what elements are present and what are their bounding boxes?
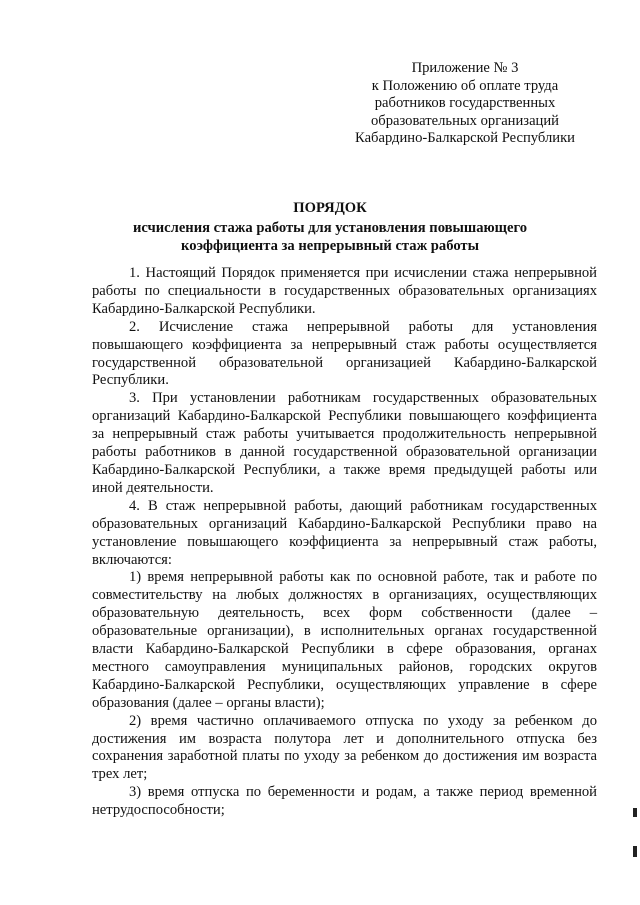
subitem-3: 3) время отпуска по беременности и родам, а также период временной нетрудоспособности; — [92, 784, 597, 819]
paragraph-3: 3. При установлении работникам государственных образовательных организаций Кабардино-Балкарской Республики повышающего коэффициента за непрерывный стаж работы учитывается продолжительность непрерывной работы работников в данной государственной образовательной организации Кабардино-Балкарской Республики, а также время предыдущей работы или иной деятельности. — [92, 390, 597, 496]
appendix-number: Приложение № 3 — [411, 60, 519, 76]
appendix-line-organizations: образовательных организаций — [371, 112, 559, 129]
paragraph-2: 2. Исчисление стажа непрерывной работы для установления повышающего коэффициента за непрерывный стаж работы осуществляется государственной образовательной организацией Кабардино-Балкарской Республики. — [92, 318, 597, 389]
title-main: ПОРЯДОК — [293, 200, 367, 216]
document-title — [60, 199, 600, 255]
document-body — [92, 265, 597, 820]
paragraph-4: 4. В стаж непрерывной работы, дающий работникам государственных образовательных организаций Кабардино-Балкарской Республики право на установление повышающего коэффициента за непрерывный стаж работы, включаются: — [92, 497, 597, 568]
appendix-line-regulation: к Положению об оплате труда — [371, 77, 559, 94]
appendix-header — [320, 60, 610, 148]
title-subtitle-line-2: коэффициента за непрерывный стаж работы — [181, 238, 479, 254]
paragraph-1: 1. Настоящий Порядок применяется при исчислении стажа непрерывной работы по специальности в государственных образовательных организациях Кабардино-Балкарской Республики. — [92, 265, 597, 317]
title-subtitle-line-1: исчисления стажа работы для установления повышающего — [132, 220, 528, 236]
subitem-2: 2) время частично оплачиваемого отпуска по уходу за ребенком до достижения им возраста полутора лет и дополнительного отпуска без сохранения заработной платы по уходу за ребенком до достижения им возраста трех лет; — [92, 712, 597, 783]
appendix-line-workers: работников государственных — [374, 95, 556, 111]
subitem-1: 1) время непрерывной работы как по основной работе, так и работе по совместительству на любых должностях в организациях, осуществляющих образовательную деятельность, всех форм собственности (далее – образовательные организации), в исполнительных органах государственной власти Кабардино-Балкарской Республики в сфере образования, органах местного самоуправления муниципальных районов, городских округов Кабардино-Балкарской Республики, осуществляющих управление в сфере образования (далее – органы власти); — [92, 569, 597, 711]
appendix-line-republic: Кабардино-Балкарской Республики — [355, 130, 575, 146]
scan-edge-mark — [633, 808, 637, 817]
scan-edge-mark — [633, 846, 637, 857]
